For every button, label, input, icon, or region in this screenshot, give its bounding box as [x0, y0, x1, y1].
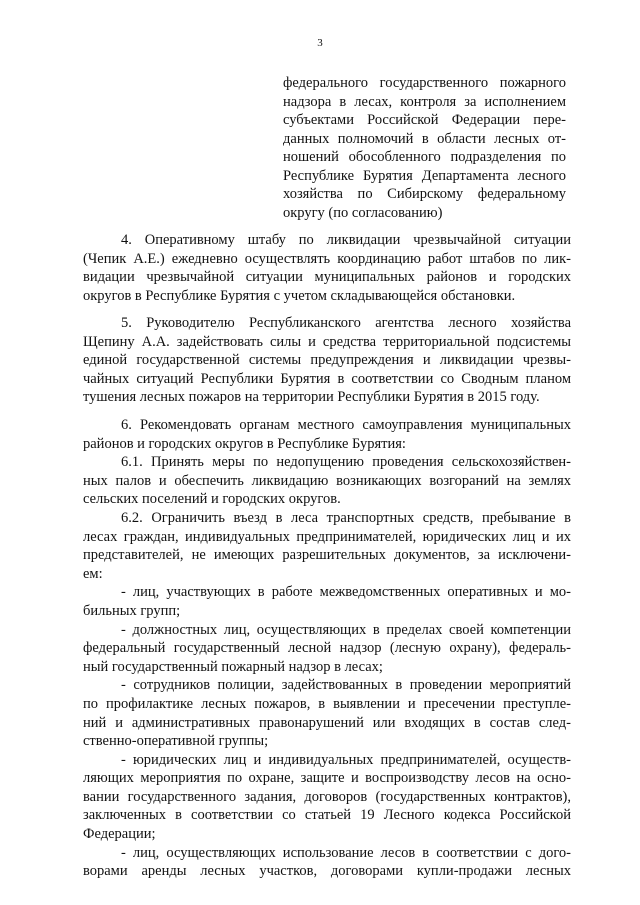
coordination-line: данных полномочий в области лесных от-	[283, 130, 566, 147]
text-line: видации чрезвычайной ситуации муниципальных районов и городских	[83, 269, 571, 286]
paragraph-item-5	[83, 314, 571, 407]
paragraph-item-4	[83, 231, 571, 305]
text-line: ворами аренды лесных участков, договорами купли-продажи лесных	[83, 863, 571, 880]
coordination-line: федерального государственного пожарного	[283, 75, 566, 91]
coordination-block	[283, 74, 566, 222]
text-line: 6. Рекомендовать органам местного самоуправления муниципальных	[121, 417, 571, 433]
coordination-line: хозяйства по Сибирскому федеральному	[283, 186, 566, 202]
coordination-line: ношений обособленного подразделения по	[283, 149, 566, 165]
text-line: - лиц, участвующих в работе межведомственных оперативных и мо-	[121, 584, 571, 601]
text-line: тушения лесных пожаров на территории Республики Бурятия в 2015 году.	[83, 389, 540, 406]
text-line: единой государственной системы предупреждения и ликвидации чрезвы-	[83, 352, 571, 369]
text-line: 6.1. Принять меры по недопущению проведения сельскохозяйствен-	[121, 454, 571, 471]
text-line: представителей, не имеющих разрешительных документов, за исключени-	[83, 547, 571, 564]
text-line: 5. Руководителю Республиканского агентства лесного хозяйства	[121, 315, 571, 331]
coordination-line: Республике Бурятия Департамента лесного	[283, 167, 566, 184]
text-line: ний и административных правонарушений или входящих в состав след-	[83, 714, 571, 731]
text-line: ем:	[83, 565, 103, 582]
text-line: - юридических лиц и индивидуальных предпринимателей, осуществ-	[121, 751, 571, 768]
text-line: - должностных лиц, осуществляющих в пределах своей компетенции	[121, 621, 571, 638]
text-line: вании государственного задания, договоров (государственных контрактов),	[83, 788, 571, 805]
coordination-line: надзора в лесах, контроля за исполнением	[283, 93, 566, 110]
text-line: (Чепик А.Е.) ежедневно осуществлять координацию работ штабов по лик-	[83, 250, 571, 267]
text-line: ляющих мероприятия по охране, защите и воспроизводству лесов на осно-	[83, 770, 571, 787]
page-number: 3	[317, 37, 323, 49]
text-line: бильных групп;	[83, 602, 181, 619]
text-line: заключенных в соответствии со статьей 19 Лесного кодекса Российской	[83, 807, 571, 824]
text-line: 4. Оперативному штабу по ликвидации чрезвычайной ситуации	[121, 232, 571, 248]
text-line: сельских поселений и городских округов.	[83, 491, 341, 508]
text-line: ный государственный пожарный надзор в лесах;	[83, 658, 383, 675]
text-line: ных палов и обеспечить ликвидацию возникающих возгораний на землях	[83, 472, 571, 489]
text-line: чайных ситуаций Республики Бурятия в соответствии со Сводным планом	[83, 370, 571, 387]
text-line: ственно-оперативной группы;	[83, 733, 269, 750]
coordination-line: субъектами Российской Федерации пере-	[283, 112, 566, 128]
text-line: - сотрудников полиции, задействованных в проведении мероприятий	[121, 677, 571, 694]
text-line: Щепину А.А. задействовать силы и средства территориальной подсистемы	[83, 333, 571, 350]
text-line: 6.2. Ограничить въезд в леса транспортных средств, пребывание в	[121, 509, 571, 526]
text-line: - лиц, осуществляющих использование лесов в соответствии с дого-	[121, 844, 571, 861]
text-line: Федерации;	[83, 826, 156, 843]
text-line: лесах граждан, индивидуальных предпринимателей, юридических лиц и их	[83, 528, 571, 545]
text-line: районов и городских округов в Республике Бурятия:	[83, 435, 406, 452]
paragraph-item-6	[83, 416, 571, 881]
text-line: федеральный государственный лесной надзор (лесную охрану), федераль-	[83, 640, 571, 657]
text-line: округов в Республике Бурятия с учетом складывающейся обстановки.	[83, 287, 516, 304]
coordination-line: округу (по согласованию)	[283, 204, 443, 221]
text-line: по профилактике лесных пожаров, в выявлении и пресечении преступле-	[83, 695, 571, 712]
